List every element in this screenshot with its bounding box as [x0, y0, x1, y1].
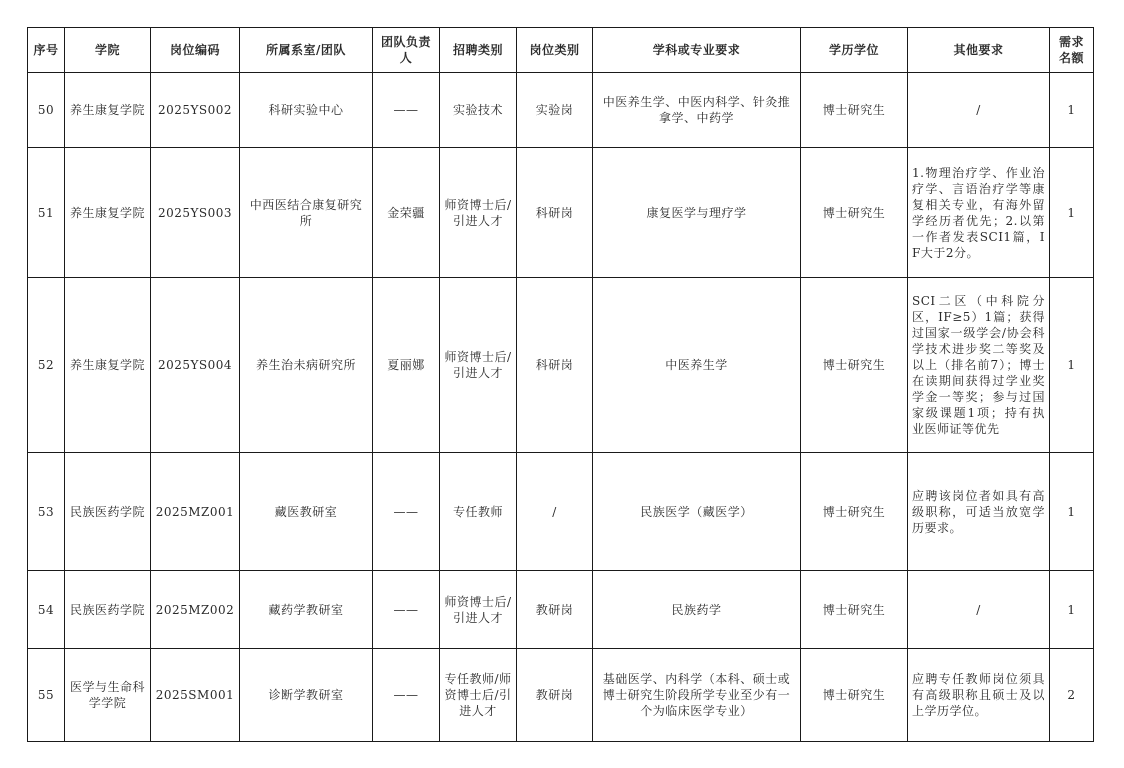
- cell-degree: 博士研究生: [801, 73, 908, 148]
- cell-dept: 中西医结合康复研究所: [240, 148, 373, 278]
- cell-seq: 52: [28, 278, 65, 453]
- cell-post-type: 科研岗: [517, 278, 593, 453]
- cell-degree: 博士研究生: [801, 148, 908, 278]
- header-major: 学科或专业要求: [593, 28, 801, 73]
- cell-quota: 1: [1050, 571, 1094, 649]
- header-leader: 团队负责人: [373, 28, 440, 73]
- cell-seq: 50: [28, 73, 65, 148]
- cell-seq: 51: [28, 148, 65, 278]
- table-row: [28, 73, 1094, 148]
- cell-major: 康复医学与理疗学: [593, 148, 801, 278]
- table-row: [28, 453, 1094, 571]
- cell-dept: 科研实验中心: [240, 73, 373, 148]
- header-post-type: 岗位类别: [517, 28, 593, 73]
- cell-seq: 54: [28, 571, 65, 649]
- cell-quota: 2: [1050, 649, 1094, 742]
- cell-other: 应聘该岗位者如具有高级职称，可适当放宽学历要求。: [908, 453, 1050, 571]
- cell-dept: 诊断学教研室: [240, 649, 373, 742]
- cell-major: 中医养生学: [593, 278, 801, 453]
- header-degree: 学历学位: [801, 28, 908, 73]
- cell-post-code: 2025YS002: [151, 73, 240, 148]
- cell-college: 民族医药学院: [65, 453, 151, 571]
- cell-leader: ——: [373, 73, 440, 148]
- cell-degree: 博士研究生: [801, 649, 908, 742]
- cell-dept: 藏药学教研室: [240, 571, 373, 649]
- cell-other: SCI二区（中科院分区，IF≥5）1篇；获得过国家一级学会/协会科学技术进步奖二等奖及以上（排名前7）；博士在读期间获得过学业奖学金一等奖；参与过国家级课题1项；持有执业医师证等优先: [908, 278, 1050, 453]
- cell-degree: 博士研究生: [801, 571, 908, 649]
- cell-major: 民族药学: [593, 571, 801, 649]
- cell-post-type: /: [517, 453, 593, 571]
- cell-degree: 博士研究生: [801, 453, 908, 571]
- cell-seq: 55: [28, 649, 65, 742]
- cell-post-code: 2025YS003: [151, 148, 240, 278]
- cell-college: 医学与生命科学学院: [65, 649, 151, 742]
- cell-leader: ——: [373, 649, 440, 742]
- cell-post-code: 2025YS004: [151, 278, 240, 453]
- header-recruit-type: 招聘类别: [440, 28, 517, 73]
- cell-major: 民族医学（藏医学）: [593, 453, 801, 571]
- cell-leader: 金荣疆: [373, 148, 440, 278]
- cell-recruit-type: 专任教师: [440, 453, 517, 571]
- cell-leader: ——: [373, 453, 440, 571]
- cell-post-type: 科研岗: [517, 148, 593, 278]
- cell-college: 养生康复学院: [65, 278, 151, 453]
- header-row: [28, 28, 1094, 73]
- header-dept: 所属系室/团队: [240, 28, 373, 73]
- cell-college: 养生康复学院: [65, 148, 151, 278]
- header-quota: 需求名额: [1050, 28, 1094, 73]
- cell-other: 1.物理治疗学、作业治疗学、言语治疗学等康复相关专业，有海外留学经历者优先；2.以第一作者发表SCI1篇，IF大于2分。: [908, 148, 1050, 278]
- cell-post-type: 实验岗: [517, 73, 593, 148]
- header-post-code: 岗位编码: [151, 28, 240, 73]
- table-row: [28, 278, 1094, 453]
- cell-degree: 博士研究生: [801, 278, 908, 453]
- cell-recruit-type: 师资博士后/引进人才: [440, 571, 517, 649]
- cell-other: 应聘专任教师岗位须具有高级职称且硕士及以上学历学位。: [908, 649, 1050, 742]
- cell-dept: 养生治未病研究所: [240, 278, 373, 453]
- table-row: [28, 649, 1094, 742]
- cell-quota: 1: [1050, 453, 1094, 571]
- header-college: 学院: [65, 28, 151, 73]
- cell-college: 民族医药学院: [65, 571, 151, 649]
- header-seq: 序号: [28, 28, 65, 73]
- cell-major: 中医养生学、中医内科学、针灸推拿学、中药学: [593, 73, 801, 148]
- cell-major: 基础医学、内科学（本科、硕士或博士研究生阶段所学专业至少有一个为临床医学专业）: [593, 649, 801, 742]
- cell-recruit-type: 专任教师/师资博士后/引进人才: [440, 649, 517, 742]
- cell-leader: ——: [373, 571, 440, 649]
- cell-leader: 夏丽娜: [373, 278, 440, 453]
- cell-seq: 53: [28, 453, 65, 571]
- cell-other: /: [908, 73, 1050, 148]
- cell-recruit-type: 实验技术: [440, 73, 517, 148]
- cell-quota: 1: [1050, 148, 1094, 278]
- cell-post-code: 2025MZ002: [151, 571, 240, 649]
- cell-recruit-type: 师资博士后/引进人才: [440, 278, 517, 453]
- cell-quota: 1: [1050, 278, 1094, 453]
- table-row: [28, 571, 1094, 649]
- cell-quota: 1: [1050, 73, 1094, 148]
- cell-post-code: 2025SM001: [151, 649, 240, 742]
- table-row: [28, 148, 1094, 278]
- cell-other: /: [908, 571, 1050, 649]
- cell-recruit-type: 师资博士后/引进人才: [440, 148, 517, 278]
- cell-post-code: 2025MZ001: [151, 453, 240, 571]
- recruitment-table: [27, 27, 1094, 742]
- cell-post-type: 教研岗: [517, 571, 593, 649]
- cell-college: 养生康复学院: [65, 73, 151, 148]
- cell-dept: 藏医教研室: [240, 453, 373, 571]
- header-other: 其他要求: [908, 28, 1050, 73]
- cell-post-type: 教研岗: [517, 649, 593, 742]
